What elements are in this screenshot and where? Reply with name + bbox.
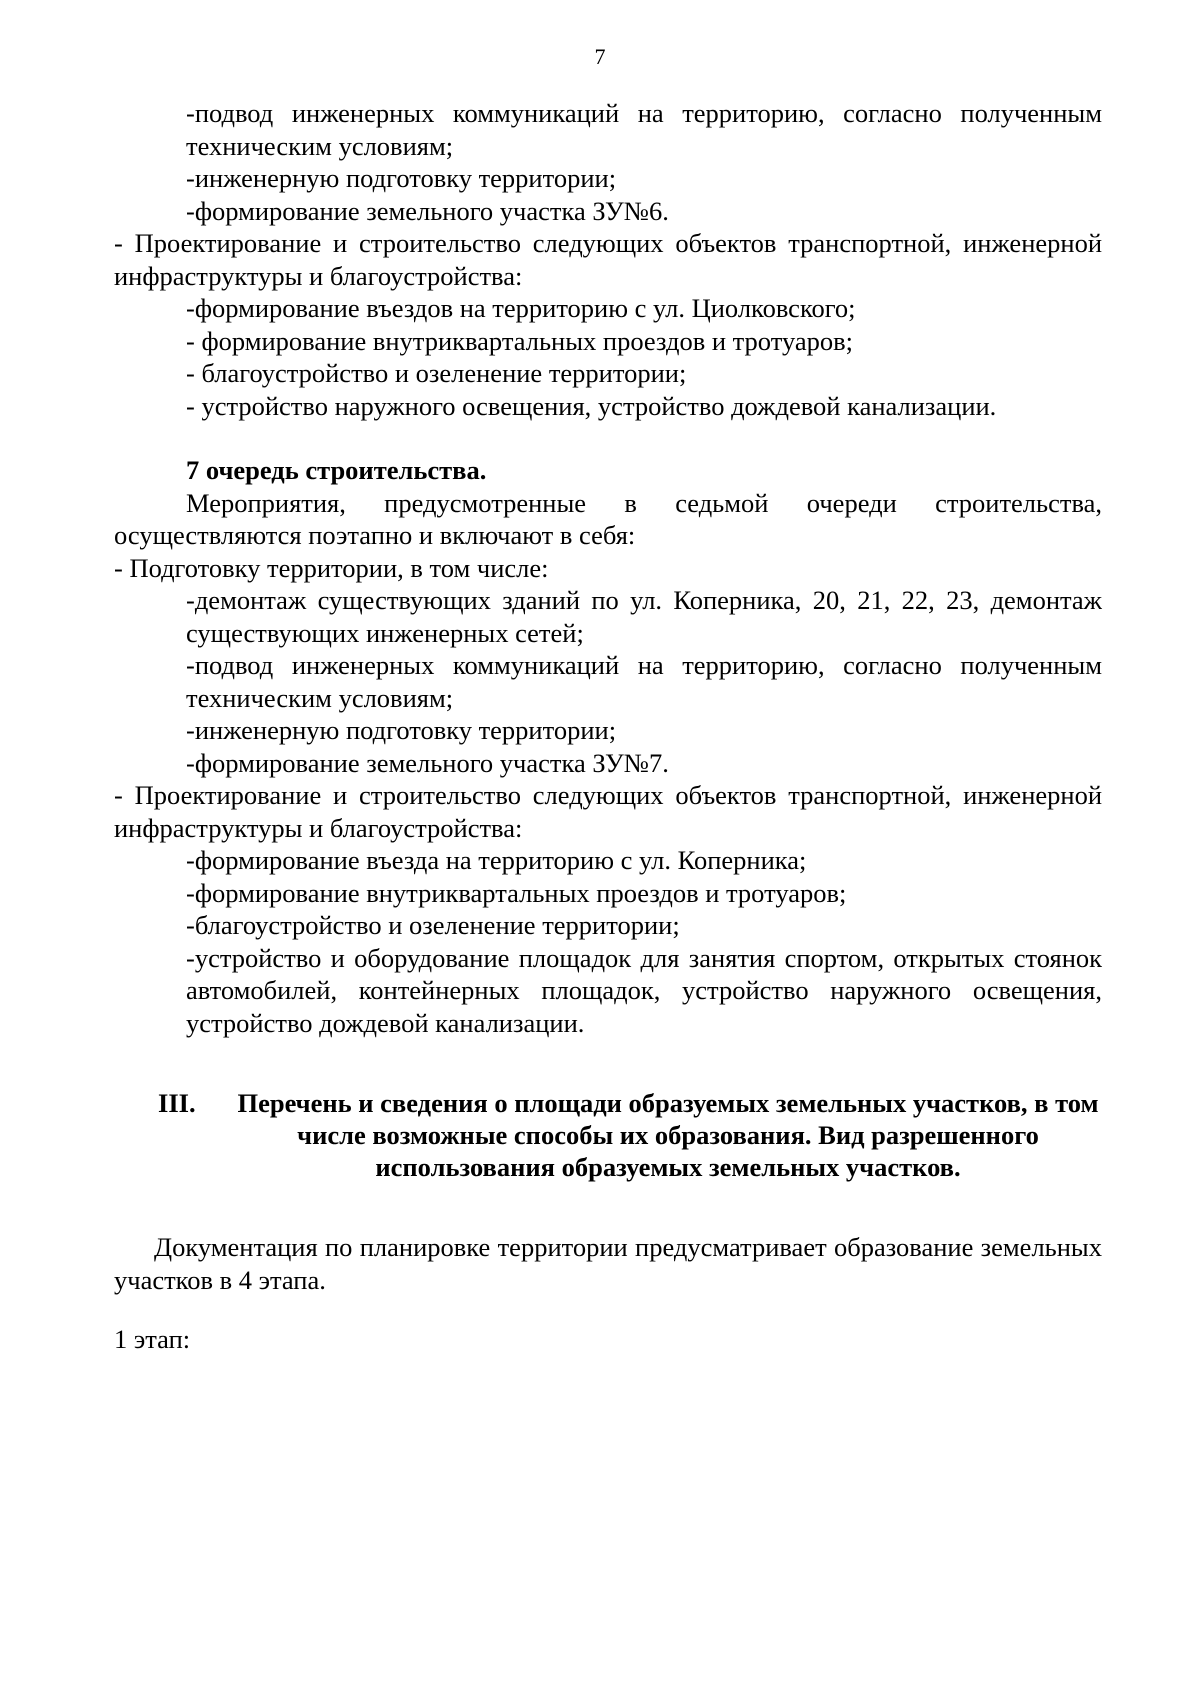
section-number: III. bbox=[158, 1088, 196, 1118]
paragraph: Документация по планировке территории предусматривает образование земельных участков в 4 этапа. bbox=[114, 1232, 1102, 1295]
stage-heading: 7 очередь строительства. bbox=[186, 455, 487, 485]
list-item: -инженерную подготовку территории; bbox=[186, 163, 617, 193]
list-item: -благоустройство и озеленение территории; bbox=[186, 910, 680, 940]
list-item: -формирование внутриквартальных проездов и тротуаров; bbox=[186, 877, 847, 908]
design-intro: - Проектирование и строительство следующих объектов транспортной, инженерной инфраструктуры и благоустройства: bbox=[114, 228, 1102, 291]
list-item: -устройство и оборудование площадок для занятия спортом, открытых стоянок автомобилей, контейнерных площадок, устройство наружного освещения, устройство дождевой канализации. bbox=[186, 942, 1102, 1038]
list-item: -демонтаж существующих зданий по ул. Коперника, 20, 21, 22, 23, демонтаж существующих инженерных сетей; bbox=[186, 585, 1102, 648]
page-number: 7 bbox=[594, 44, 606, 69]
stage-label: 1 этап: bbox=[114, 1324, 191, 1354]
design-intro: - Проектирование и строительство следующих объектов транспортной, инженерной инфраструктуры и благоустройства: bbox=[114, 780, 1102, 843]
list-item: - устройство наружного освещения, устройство дождевой канализации. bbox=[186, 390, 997, 421]
list-item: -подвод инженерных коммуникаций на территорию, согласно полученным техническим условиям; bbox=[186, 650, 1102, 713]
document-body bbox=[114, 97, 1102, 1356]
list-item: -инженерную подготовку территории; bbox=[186, 715, 617, 745]
list-item: - благоустройство и озеленение территории; bbox=[186, 358, 687, 388]
list-item: -подвод инженерных коммуникаций на территорию, согласно полученным техническим условиям; bbox=[186, 98, 1102, 161]
list-item: -формирование земельного участка ЗУ№7. bbox=[186, 747, 669, 778]
list-item: -формирование земельного участка ЗУ№6. bbox=[186, 195, 669, 226]
stage-intro: Мероприятия, предусмотренные в седьмой очереди строительства, осуществляются поэтапно и включают в себя: bbox=[114, 487, 1102, 550]
list-item: - формирование внутриквартальных проездов и тротуаров; bbox=[186, 325, 853, 356]
list-item: -формирование въездов на территорию с ул. Циолковского; bbox=[186, 293, 856, 323]
prep-line: - Подготовку территории, в том числе: bbox=[114, 552, 549, 583]
section-heading bbox=[114, 1087, 1102, 1183]
list-item: -формирование въезда на территорию с ул. Коперника; bbox=[186, 845, 807, 875]
section-title: Перечень и сведения о площади образуемых земельных участков, в том числе возможные способы их образования. Вид разрешенного использования образуемых земельных участков. bbox=[237, 1088, 1099, 1182]
